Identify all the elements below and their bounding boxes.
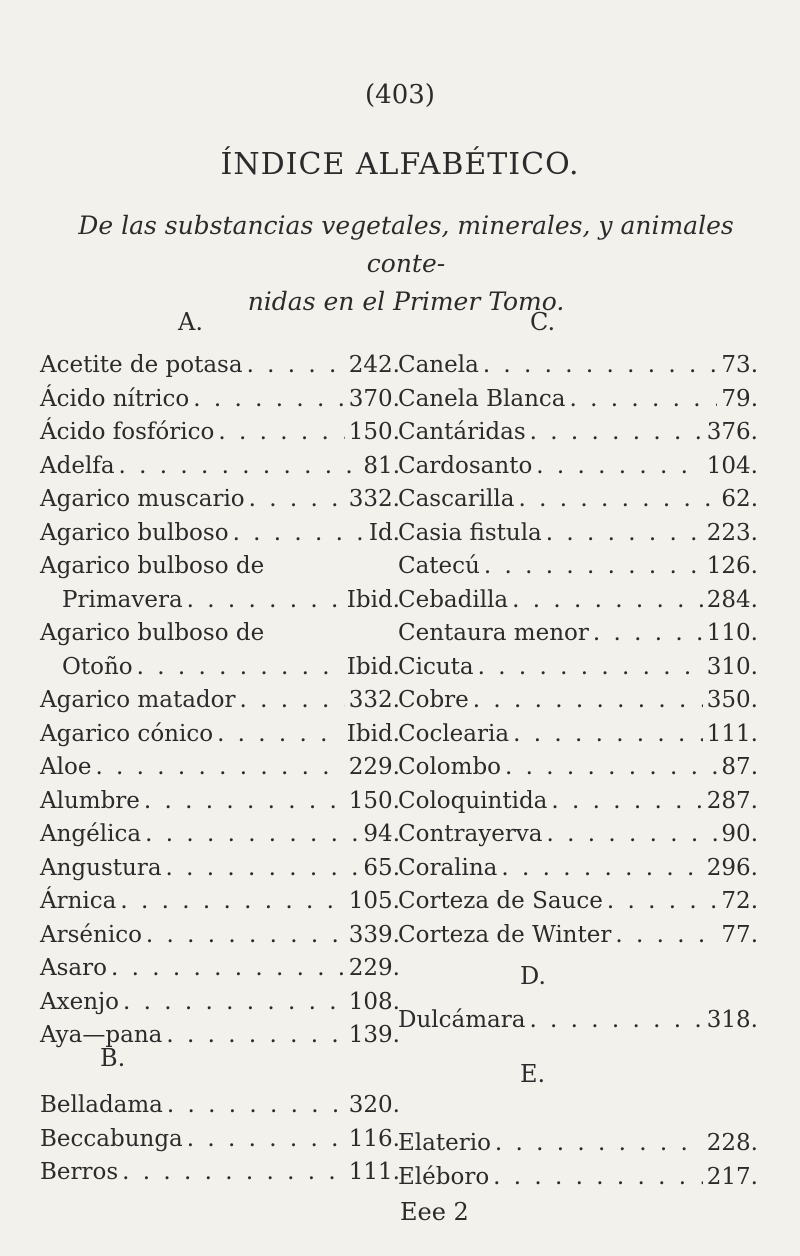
index-entry <box>40 721 400 755</box>
entry-name: Primavera <box>62 586 183 613</box>
index-list-a <box>40 352 400 1056</box>
index-entry <box>398 687 758 721</box>
entry-page: 65. <box>363 854 400 881</box>
leader-dots <box>122 1159 345 1185</box>
index-entry <box>40 955 400 989</box>
section-letter-d: D. <box>520 962 547 990</box>
entry-page: 376. <box>706 419 758 445</box>
entry-page: Ibid. <box>346 653 400 680</box>
entry-page: 150. <box>348 787 400 814</box>
leader-dots <box>615 922 717 948</box>
leader-dots <box>547 821 718 847</box>
index-entry <box>398 788 758 822</box>
leader-dots <box>495 1130 703 1156</box>
entry-name: Angélica <box>40 821 142 847</box>
leader-dots <box>119 453 360 479</box>
entry-page: 94. <box>363 821 400 847</box>
index-entry <box>40 520 400 554</box>
entry-page: 310. <box>706 653 758 680</box>
subtitle-line-1: De las substancias vegetales, minerales, y animales conte- <box>78 211 734 278</box>
entry-page: 81. <box>363 452 400 479</box>
entry-page: 284. <box>706 586 758 613</box>
page-title: ÍNDICE ALFABÉTICO. <box>220 147 580 182</box>
index-entry <box>398 721 758 755</box>
entry-name: Elaterio <box>398 1130 491 1156</box>
entry-page: 139. <box>348 1022 400 1048</box>
entry-page: 242. <box>348 352 400 378</box>
entry-name: Aloe <box>40 754 92 780</box>
leader-dots <box>493 1164 703 1190</box>
entry-name: Axenjo <box>40 988 119 1015</box>
index-entry <box>398 486 758 520</box>
entry-page: 339. <box>348 921 400 948</box>
entry-page: 126. <box>706 553 758 579</box>
entry-name: Angustura <box>40 854 162 881</box>
leader-dots <box>187 1126 345 1152</box>
entry-name: Árnica <box>40 888 117 914</box>
leader-dots <box>473 687 703 713</box>
index-entry <box>40 352 400 386</box>
leader-dots <box>593 620 703 646</box>
entry-page: 73. <box>721 352 758 378</box>
index-list-b <box>40 1092 400 1193</box>
entry-name: Berros <box>40 1159 119 1185</box>
entry-name: Acetite de potasa <box>40 352 243 378</box>
index-entry <box>40 486 400 520</box>
index-entry <box>398 419 758 453</box>
entry-name: Aya—pana <box>40 1022 163 1048</box>
index-entry <box>398 1130 758 1164</box>
leader-dots <box>607 888 718 914</box>
index-entry <box>398 620 758 654</box>
leader-dots <box>123 989 345 1015</box>
entry-name: Agarico matador <box>40 687 236 713</box>
entry-page: 150. <box>348 419 400 445</box>
leader-dots <box>484 553 703 579</box>
entry-name: Catecú <box>398 553 480 579</box>
subtitle <box>36 207 776 321</box>
leader-dots <box>546 520 703 546</box>
entry-name: Contrayerva <box>398 821 543 847</box>
entry-page: Ibid. <box>346 586 400 613</box>
entry-page: Ibid. <box>346 720 400 747</box>
entry-page: 318. <box>706 1007 758 1033</box>
entry-page: 370. <box>348 385 400 412</box>
entry-name: Agarico muscario <box>40 486 245 512</box>
index-entry <box>398 1007 758 1041</box>
entry-page: 229. <box>348 754 400 780</box>
entry-page: 296. <box>706 854 758 881</box>
index-entry <box>398 587 758 621</box>
section-letter-b: B. <box>100 1044 126 1072</box>
leader-dots <box>530 419 703 445</box>
entry-name: Cascarilla <box>398 486 515 512</box>
leader-dots <box>518 486 717 512</box>
section-letter-e: E. <box>520 1060 546 1088</box>
leader-dots <box>551 788 702 814</box>
leader-dots <box>501 855 702 881</box>
entry-name: Arsénico <box>40 921 142 948</box>
index-entry <box>40 620 400 654</box>
index-entry <box>40 754 400 788</box>
leader-dots <box>166 1022 344 1048</box>
entry-name: Agarico cónico <box>40 720 214 747</box>
index-entry <box>40 419 400 453</box>
entry-name: Cardosanto <box>398 452 533 479</box>
index-entry <box>398 654 758 688</box>
index-entry <box>40 553 400 587</box>
entry-name: Beccabunga <box>40 1125 183 1152</box>
index-entry <box>40 788 400 822</box>
index-entry <box>40 855 400 889</box>
entry-name: Ácido fosfórico <box>40 419 215 445</box>
leader-dots <box>529 1007 702 1033</box>
index-entry <box>398 1164 758 1198</box>
leader-dots <box>249 486 345 512</box>
index-entry <box>398 855 758 889</box>
leader-dots <box>570 386 718 412</box>
index-entry <box>398 922 758 956</box>
entry-page: 332. <box>348 687 400 713</box>
leader-dots <box>95 754 344 780</box>
index-entry <box>40 888 400 922</box>
index-entry <box>398 352 758 386</box>
entry-name: Centaura menor <box>398 620 589 646</box>
index-list-c <box>398 352 758 955</box>
leader-dots <box>146 922 345 948</box>
page-number: (403) <box>365 80 435 110</box>
leader-dots <box>505 754 717 780</box>
entry-page: 116. <box>348 1125 400 1152</box>
entry-page: 111. <box>348 1159 400 1185</box>
index-entry <box>40 1126 400 1160</box>
index-entry <box>40 989 400 1023</box>
index-entry <box>40 386 400 420</box>
entry-page: Id. <box>368 519 400 546</box>
index-list-d <box>398 1007 758 1041</box>
index-entry <box>40 587 400 621</box>
entry-page: 77. <box>721 921 758 948</box>
entry-name: Colombo <box>398 754 502 780</box>
entry-page: 90. <box>721 821 758 847</box>
leader-dots <box>120 888 344 914</box>
entry-page: 350. <box>706 687 758 713</box>
entry-name: Dulcámara <box>398 1007 526 1033</box>
leader-dots <box>513 721 703 747</box>
leader-dots <box>247 352 345 378</box>
entry-page: 111. <box>706 720 758 747</box>
entry-name: Agarico bulboso <box>40 519 229 546</box>
index-entry <box>40 654 400 688</box>
leader-dots <box>193 386 345 412</box>
entry-name: Asaro <box>40 955 107 981</box>
entry-page: 72. <box>721 888 758 914</box>
leader-dots <box>536 453 702 479</box>
entry-name: Agarico bulboso de <box>40 620 265 646</box>
entry-page: 228. <box>706 1130 758 1156</box>
entry-name: Belladama <box>40 1092 163 1118</box>
entry-name: Otoño <box>62 653 133 680</box>
leader-dots <box>167 1092 345 1118</box>
leader-dots <box>218 419 344 445</box>
entry-page: 79. <box>721 385 758 412</box>
entry-page: 62. <box>721 486 758 512</box>
entry-name: Adelfa <box>40 452 115 479</box>
signature-mark: Eee 2 <box>400 1198 469 1226</box>
entry-page: 320. <box>348 1092 400 1118</box>
index-entry <box>398 754 758 788</box>
entry-page: 105. <box>348 888 400 914</box>
section-letter-a: A. <box>178 308 203 336</box>
entry-name: Cantáridas <box>398 419 526 445</box>
entry-name: Canela Blanca <box>398 385 566 412</box>
entry-name: Corteza de Winter <box>398 921 612 948</box>
entry-name: Cobre <box>398 687 469 713</box>
entry-name: Coralina <box>398 854 498 881</box>
entry-page: 217. <box>706 1163 758 1190</box>
leader-dots <box>137 654 343 680</box>
entry-page: 108. <box>348 988 400 1015</box>
leader-dots <box>187 587 343 613</box>
entry-name: Casia fistula <box>398 519 542 546</box>
entry-page: 87. <box>721 754 758 780</box>
entry-page: 110. <box>706 620 758 646</box>
index-entry <box>40 821 400 855</box>
entry-name: Agarico bulboso de <box>40 553 265 579</box>
leader-dots <box>144 788 345 814</box>
entry-page: 223. <box>706 519 758 546</box>
index-entry <box>398 888 758 922</box>
entry-name: Corteza de Sauce <box>398 888 603 914</box>
leader-dots <box>217 721 343 747</box>
entry-name: Alumbre <box>40 787 140 814</box>
index-entry <box>40 453 400 487</box>
index-entry <box>40 922 400 956</box>
subtitle-line-2: nidas en el Primer Tomo. <box>247 287 565 316</box>
entry-page: 229. <box>348 955 400 981</box>
entry-name: Cicuta <box>398 653 474 680</box>
leader-dots <box>483 352 718 378</box>
index-entry <box>40 1022 400 1056</box>
index-entry <box>398 386 758 420</box>
entry-name: Coclearia <box>398 720 510 747</box>
leader-dots <box>512 587 703 613</box>
entry-page: 332. <box>348 486 400 512</box>
index-list-e <box>398 1130 758 1197</box>
section-letter-c: C. <box>530 308 556 336</box>
entry-name: Canela <box>398 352 479 378</box>
leader-dots <box>166 855 360 881</box>
index-entry <box>398 553 758 587</box>
leader-dots <box>239 687 344 713</box>
entry-name: Cebadilla <box>398 586 509 613</box>
entry-name: Ácido nítrico <box>40 385 190 412</box>
index-entry <box>40 687 400 721</box>
index-entry <box>398 821 758 855</box>
leader-dots <box>478 654 703 680</box>
index-entry <box>398 453 758 487</box>
index-entry <box>398 520 758 554</box>
entry-name: Eléboro <box>398 1163 490 1190</box>
leader-dots <box>233 520 365 546</box>
index-entry <box>40 1092 400 1126</box>
leader-dots <box>111 955 345 981</box>
leader-dots <box>145 821 359 847</box>
index-entry <box>40 1159 400 1193</box>
entry-name: Coloquintida <box>398 787 548 814</box>
entry-page: 104. <box>706 452 758 479</box>
entry-page: 287. <box>706 787 758 814</box>
